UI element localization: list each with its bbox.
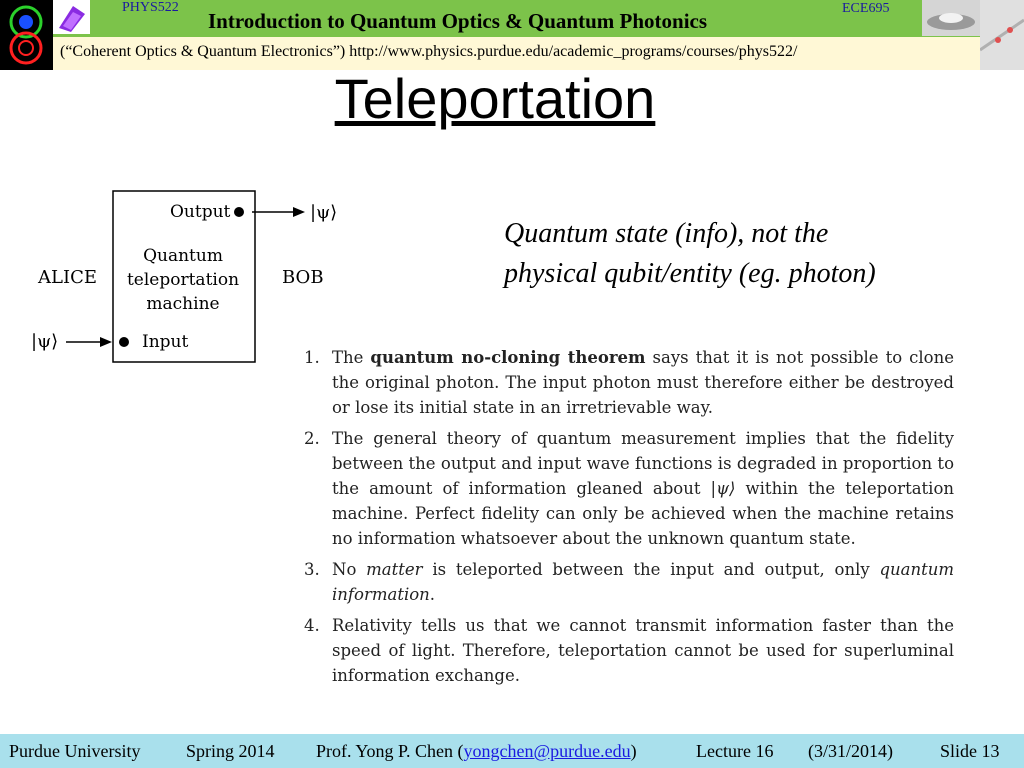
chip-image — [980, 0, 1024, 70]
item-bold-text: quantum no-cloning theorem — [370, 348, 646, 367]
item-number: 3. — [304, 560, 320, 579]
item-text: is teleported between the input and output, only — [422, 560, 880, 579]
input-state-ket: |ψ⟩ — [31, 331, 59, 352]
output-dot — [234, 207, 244, 217]
footer-date: (3/31/2014) — [808, 741, 893, 761]
item-italic-text: quantum information — [332, 560, 954, 604]
points-list — [304, 345, 954, 694]
item-text: No — [332, 560, 367, 579]
alice-label: ALICE — [38, 267, 97, 288]
item-ket: |ψ⟩ — [710, 479, 736, 498]
machine-label-line3: machine — [146, 294, 220, 314]
list-item — [304, 557, 954, 607]
footer-lecture: Lecture 16 — [696, 741, 774, 761]
slide-title: Teleportation — [334, 67, 656, 130]
professor-suffix: ) — [630, 741, 637, 761]
output-label: Output — [170, 202, 231, 222]
item-text: within the teleportation machine. Perfect fidelity can only be achieved when the machine retains no information whatsoever about the unknown quantum state. — [332, 479, 955, 548]
footer-university: Purdue University — [9, 741, 141, 761]
item-text: The general theory of quantum measurement implies that the fidelity between the output and input wave functions is degraded in proportion to the amount of information gleaned about — [332, 429, 954, 498]
item-text: Relativity tells us that we cannot transmit information faster than the speed of light. Therefore, teleportation cannot be used for superluminal information exchange. — [332, 616, 954, 685]
course-title: Introduction to Quantum Optics & Quantum Photonics — [208, 9, 708, 33]
item-text: . — [429, 585, 436, 604]
note-line1: Quantum state (info), not the — [504, 218, 829, 249]
professor-name: Prof. Yong P. Chen ( — [316, 741, 464, 761]
output-state-ket: |ψ⟩ — [310, 202, 338, 223]
input-arrowhead — [100, 337, 112, 347]
device-image — [922, 0, 980, 36]
item-text: says that it is not possible to clone the original photon. The input photon must therefore either be destroyed or lose its initial state in an irretrievable way. — [332, 348, 955, 417]
note-line2: physical qubit/entity (eg. photon) — [504, 258, 876, 289]
input-label: Input — [142, 332, 189, 352]
machine-label — [116, 244, 250, 316]
item-italic-text: matter — [366, 560, 423, 579]
logo-thumbnail — [53, 0, 90, 34]
email-link[interactable]: yongchen@purdue.edu — [463, 741, 631, 761]
footer-slide-number: Slide 13 — [940, 741, 1000, 761]
course-code-left: PHYS522 — [122, 0, 179, 15]
item-number: 1. — [304, 348, 320, 367]
list-item — [304, 345, 954, 420]
list-item — [304, 613, 954, 688]
machine-label-line1: Quantum — [143, 246, 223, 266]
course-code-right: ECE695 — [842, 1, 890, 16]
input-dot — [119, 337, 129, 347]
item-number: 2. — [304, 429, 320, 448]
item-number: 4. — [304, 616, 320, 635]
machine-label-line2: teleportation — [126, 270, 240, 290]
footer-professor — [316, 741, 637, 762]
list-item — [304, 426, 954, 551]
course-subtitle[interactable]: (“Coherent Optics & Quantum Electronics”) http://www.physics.purdue.edu/academic_programs/courses/phys522/ — [60, 43, 798, 60]
quantum-state-note — [504, 214, 974, 294]
course-logo-left — [0, 0, 53, 70]
item-text: The — [332, 348, 371, 367]
bob-label: BOB — [282, 267, 324, 288]
footer-term: Spring 2014 — [186, 741, 275, 761]
output-arrowhead — [293, 207, 305, 217]
